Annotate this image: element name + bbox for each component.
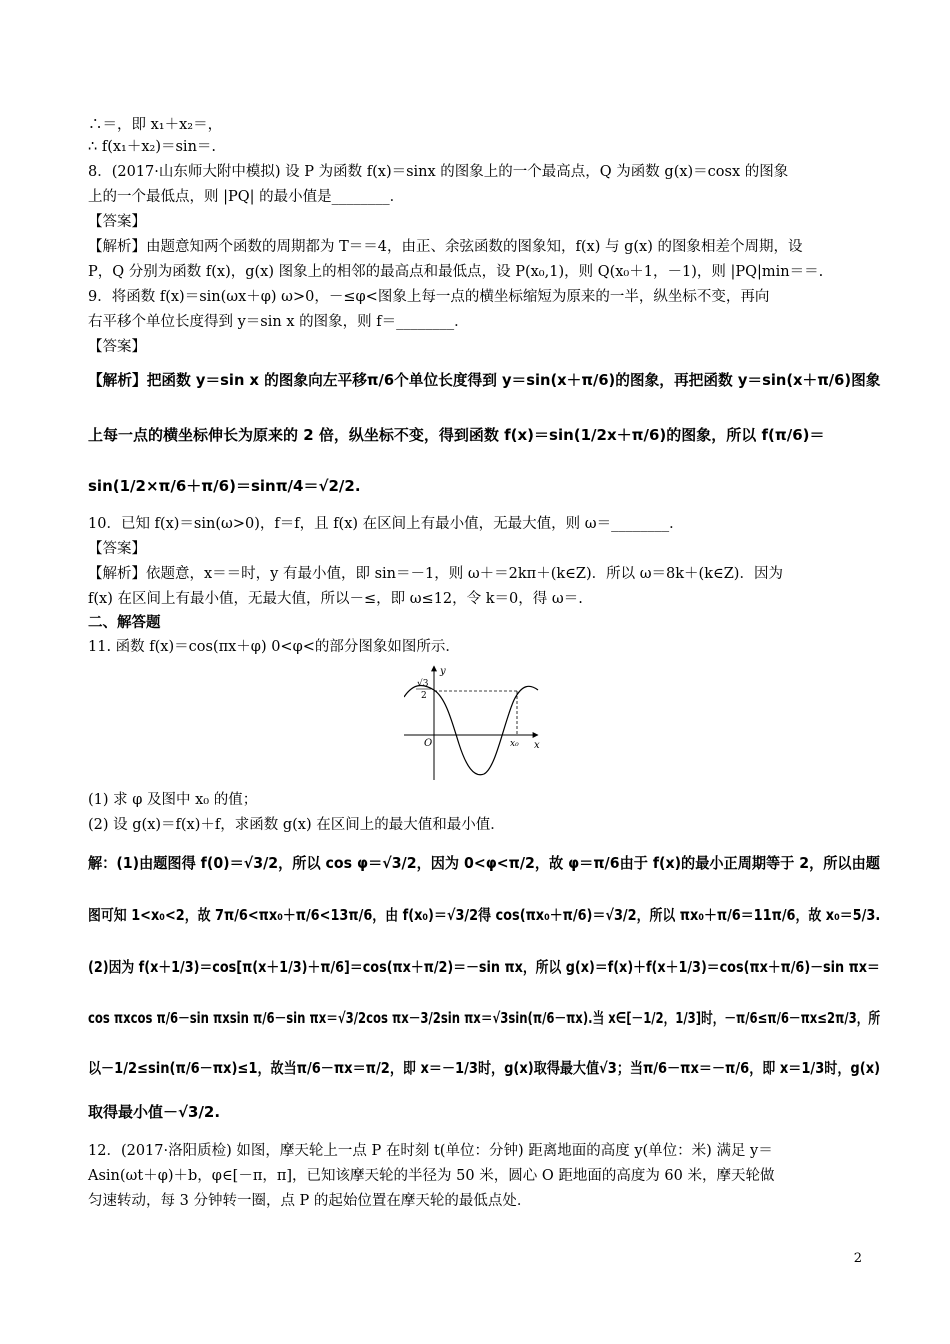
line-4: 上的一个最低点，则 |PQ| 的最小值是________． — [88, 189, 405, 205]
line-21: (2) 设 g(x)＝f(x)＋f，求函数 g(x) 在区间上的最大值和最小值． — [88, 817, 505, 833]
line-13: sin(1/2×π/6＋π/6)＝sinπ/4＝√2/2. — [88, 477, 361, 495]
two-label: 2 — [421, 691, 427, 701]
line-26: 以－1/2≤sin(π/6－πx)≤1，故当π/6－πx＝π/2，即 x＝－1/3时，g(x)取得最大值√3；当π/6－πx＝－π/6，即 x＝1/3时，g(x) — [88, 1059, 881, 1077]
y-axis-label: y — [440, 666, 446, 677]
line-22: 解：(1)由题图得 f(0)＝√3/2，所以 cos φ＝√3/2，因为 0<φ<π/2，故 φ＝π/6由于 f(x)的最小正周期等于 2，所以由题 — [88, 854, 880, 872]
line-11: 【解析】把函数 y＝sin x 的图象向左平移π/6个单位长度得到 y＝sin(x＋π/6)的图象，再把函数 y＝sin(x＋π/6)图象 — [88, 371, 881, 389]
line-30: 匀速转动，每 3 分钟转一圈，点 P 的起始位置在摩天轮的最低点处． — [88, 1193, 532, 1209]
line-19: 11. 函数 f(x)＝cos(πx＋φ) 0<φ<的部分图象如图所示． — [88, 639, 460, 655]
section-heading: 二、解答题 — [88, 615, 161, 631]
line-27: 取得最小值－√3/2. — [88, 1103, 221, 1121]
line-24: (2)因为 f(x＋1/3)＝cos[π(x＋1/3)＋π/6]＝cos(πx＋π/2)＝－sin πx，所以 g(x)＝f(x)＋f(x＋1/3)＝cos(πx＋π/6)－sin πx＝ — [88, 958, 880, 976]
x-axis-label: x — [534, 740, 540, 751]
line-23: 图可知 1<x₀<2，故 7π/6<πx₀＋π/6<13π/6，由 f(x₀)＝√3/2得 cos(πx₀＋π/6)＝√3/2，所以 πx₀＋π/6＝11π/6，故 x₀＝5/3. — [88, 906, 881, 924]
line-1: ∴＝，即 x₁＋x₂＝， — [88, 117, 223, 133]
line-29: Asin(ωt＋φ)＋b，φ∈[－π，π]，已知该摩天轮的半径为 50 米，圆心 O 距地面的高度为 60 米，摩天轮做 — [88, 1168, 775, 1184]
answer-label-9: 【答案】 — [88, 339, 146, 355]
function-graph — [404, 662, 544, 782]
line-8: 9．将函数 f(x)＝sin(ωx＋φ) ω>0，－≤φ<图象上每一点的横坐标缩短为原来的一半，纵坐标不变，再向 — [88, 289, 770, 305]
line-28: 12．(2017·洛阳质检) 如图，摩天轮上一点 P 在时刻 t(单位：分钟) 距离地面的高度 y(单位：米) 满足 y＝ — [88, 1143, 773, 1159]
line-17: f(x) 在区间上有最小值，无最大值，所以－≤，即 ω≤12，令 k＝0，得 ω＝. — [88, 591, 583, 607]
line-3: 8．(2017·山东师大附中模拟) 设 P 为函数 f(x)＝sinx 的图象上的一个最高点，Q 为函数 g(x)＝cosx 的图象 — [88, 164, 789, 180]
line-12: 上每一点的横坐标伸长为原来的 2 倍，纵坐标不变，得到函数 f(x)＝sin(1/2x＋π/6)的图象，所以 f(π/6)＝ — [88, 426, 825, 444]
sqrt3-label: √3 — [417, 679, 429, 689]
line-14: 10．已知 f(x)＝sin(ω>0)，f＝f，且 f(x) 在区间上有最小值，无最大值，则 ω＝________． — [88, 516, 684, 532]
line-9: 右平移个单位长度得到 y＝sin x 的图象，则 f＝________． — [88, 314, 469, 330]
line-20: (1) 求 φ 及图中 x₀ 的值； — [88, 792, 258, 808]
page-number: 2 — [853, 1251, 862, 1266]
line-25: cos πxcos π/6－sin πxsin π/6－sin πx＝√3/2cos πx－3/2sin πx＝√3sin(π/6－πx).当 x∈[－1/2，1/3]时，－π/6≤π/6－πx≤2π/3，所 — [88, 1009, 881, 1027]
line-7: P，Q 分别为函数 f(x)，g(x) 图象上的相邻的最高点和最低点，设 P(x₀,1)，则 Q(x₀＋1，－1)，则 |PQ|min＝＝. — [88, 264, 824, 280]
origin-label: O — [424, 738, 433, 749]
line-6: 【解析】由题意知两个函数的周期都为 T＝＝4，由正、余弦函数的图象知，f(x) 与 g(x) 的图象相差个周期，设 — [88, 239, 803, 255]
x0-label: x₀ — [510, 739, 519, 749]
answer-label-8: 【答案】 — [88, 214, 146, 230]
answer-label-10: 【答案】 — [88, 541, 146, 557]
line-2: ∴ f(x₁＋x₂)＝sin＝. — [88, 139, 217, 155]
line-16: 【解析】依题意，x＝＝时，y 有最小值，即 sin＝－1，则 ω＋＝2kπ＋(k∈Z)．所以 ω＝8k＋(k∈Z)．因为 — [88, 566, 783, 582]
